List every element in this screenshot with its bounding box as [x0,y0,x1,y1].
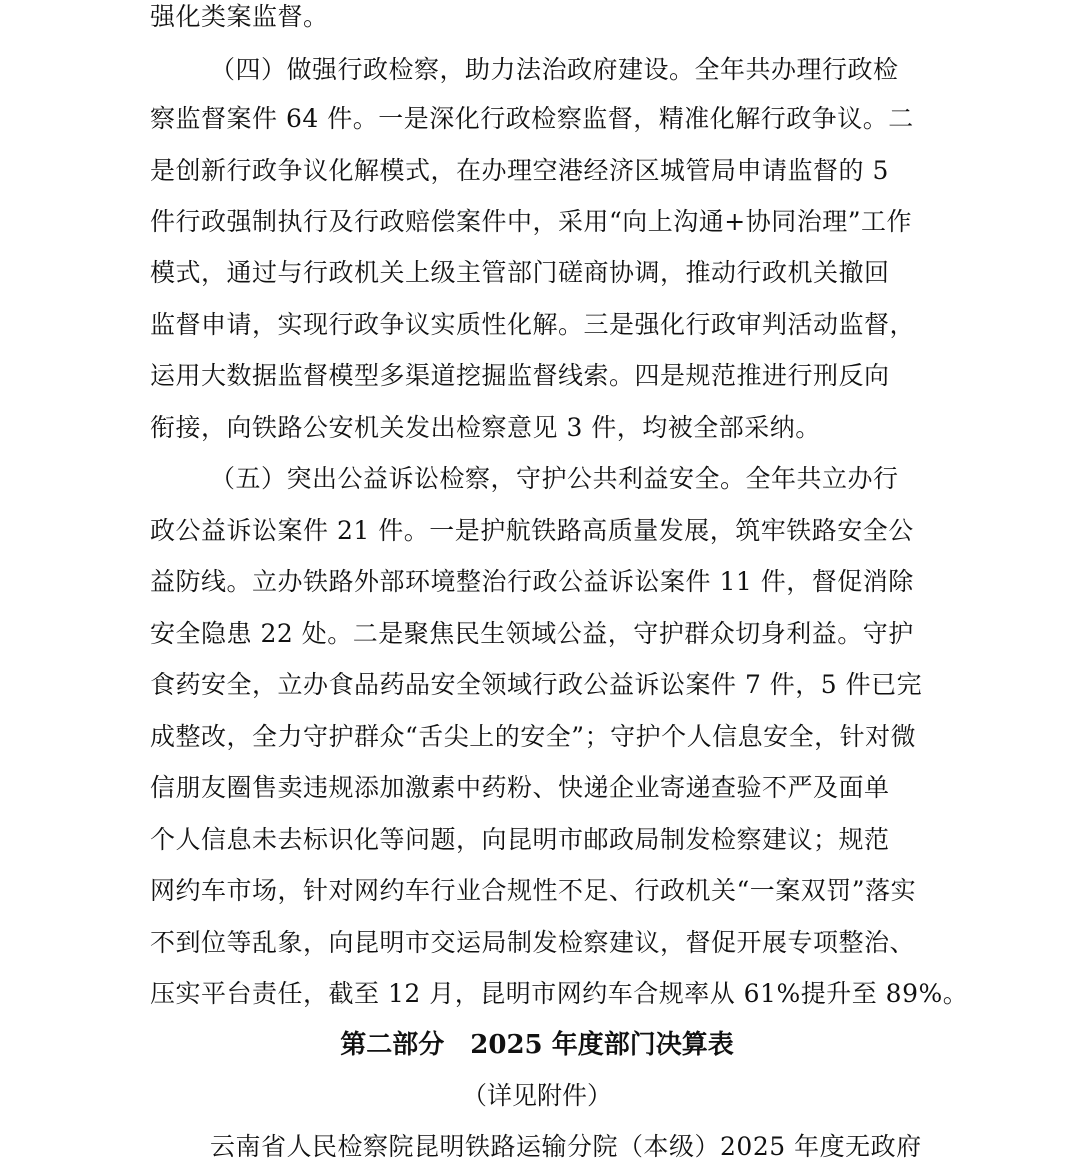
section-heading: 第二部分 2025 年度部门决算表 [340,1030,734,1060]
paragraph-line: 个人信息未去标识化等问题，向昆明市邮政局制发检察建议；规范 [150,825,890,854]
paragraph-line: 政公益诉讼案件 21 件。一是护航铁路高质量发展，筑牢铁路安全公 [150,516,914,545]
paragraph-line: 安全隐患 22 处。二是聚焦民生领域公益，守护群众切身利益。守护 [150,619,914,648]
paragraph-line: （四）做强行政检察，助力法治政府建设。全年共办理行政检 [210,55,899,84]
paragraph-line: 成整改，全力守护群众“舌尖上的安全”；守护个人信息安全，针对微 [150,722,917,751]
paragraph-line: 察监督案件 64 件。一是深化行政检察监督，精准化解行政争议。二 [150,104,914,133]
paragraph-line: 信朋友圈售卖违规添加激素中药粉、快递企业寄递查验不严及面单 [150,773,890,802]
paragraph-line: （五）突出公益诉讼检察，守护公共利益安全。全年共立办行 [210,464,899,493]
section-note: （详见附件） [461,1081,612,1110]
paragraph-line: 强化类案监督。 [150,2,329,31]
paragraph-line: 食药安全，立办食品药品安全领域行政公益诉讼案件 7 件，5 件已完 [150,670,923,699]
paragraph-line: 监督申请，实现行政争议实质性化解。三是强化行政审判活动监督， [150,310,916,339]
paragraph-line: 网约车市场，针对网约车行业合规性不足、行政机关“一案双罚”落实 [150,876,917,905]
paragraph-line: 模式，通过与行政机关上级主管部门磋商协调，推动行政机关撤回 [150,258,890,287]
paragraph-line: 压实平台责任，截至 12 月，昆明市网约车合规率从 61%提升至 89%。 [150,979,969,1008]
paragraph-line: 云南省人民检察院昆明铁路运输分院（本级）2025 年度无政府 [210,1132,922,1161]
paragraph-line: 益防线。立办铁路外部环境整治行政公益诉讼案件 11 件，督促消除 [150,567,914,596]
paragraph-line: 是创新行政争议化解模式，在办理空港经济区城管局申请监督的 5 [150,156,889,185]
paragraph-line: 件行政强制执行及行政赔偿案件中，采用“向上沟通+协同治理”工作 [150,207,913,236]
paragraph-line: 衔接，向铁路公安机关发出检察意见 3 件，均被全部采纳。 [150,413,821,442]
paragraph-line: 不到位等乱象，向昆明市交运局制发检察建议，督促开展专项整治、 [150,928,916,957]
paragraph-line: 运用大数据监督模型多渠道挖掘监督线索。四是规范推进行刑反向 [150,361,890,390]
